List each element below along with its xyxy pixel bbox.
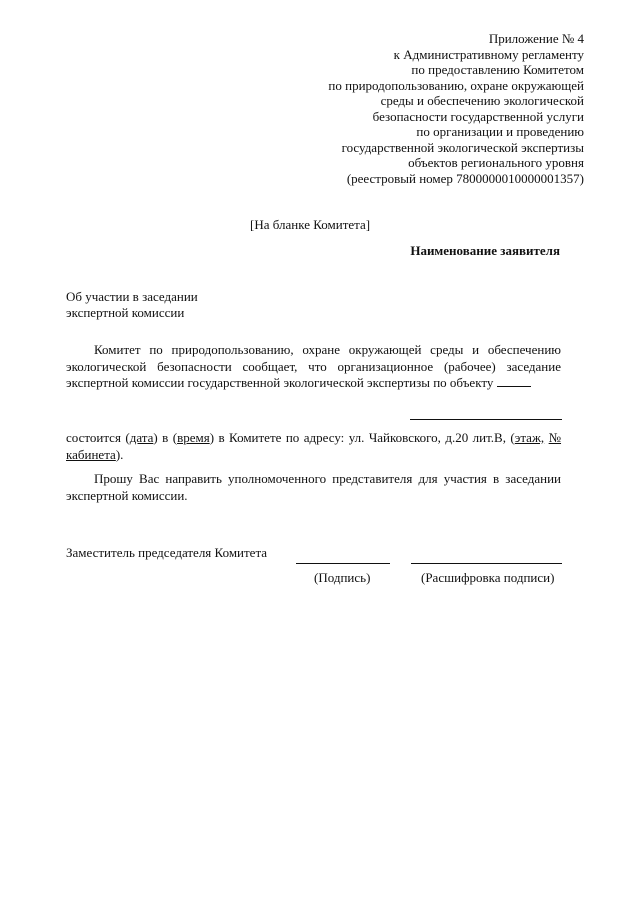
floor-placeholder: этаж, <box>514 430 545 445</box>
signer-title: Заместитель председателя Комитета <box>66 545 268 560</box>
appendix-line: государственной экологической экспертизы <box>341 139 584 155</box>
appendix-line: к Административному регламенту <box>393 46 584 62</box>
paragraph-meeting-details <box>66 430 561 463</box>
signature-caption: (Подпись) <box>314 570 371 585</box>
appendix-line: по организации и проведению <box>416 124 584 139</box>
appendix-line: (реестровый номер 7800000010000001357) <box>346 170 584 186</box>
text-fragment: ). <box>115 446 124 462</box>
object-fill-line-2 <box>410 419 562 420</box>
paragraph-meeting-notice <box>66 342 561 392</box>
signature-line <box>296 563 390 564</box>
appendix-line: Приложение № 4 <box>488 31 584 46</box>
letter-subject <box>66 289 198 321</box>
room-placeholder: № кабинета <box>66 430 562 462</box>
subject-line-1: Об участии в заседании <box>66 289 198 304</box>
date-placeholder: дата <box>129 430 154 445</box>
appendix-line: объектов регионального уровня <box>408 155 584 170</box>
text-fragment: ) в ( <box>153 430 178 445</box>
text-fragment: ) в Комитете по адресу: ул. Чайковского, д.20 лит.В, ( <box>209 430 515 445</box>
paragraph-text: Прошу Вас направить уполномоченного представителя для участия в заседании экспертной комиссии. <box>66 471 561 503</box>
appendix-line: среды и обеспечению экологической <box>380 93 584 108</box>
signature-decode-line <box>411 563 562 564</box>
time-placeholder: время <box>177 430 210 445</box>
letterhead-note: [На бланке Комитета] <box>250 217 371 232</box>
paragraph-text: Комитет по природопользованию, охране окружающей среды и обеспечению экологической безопасности сообщает, что организационное (рабочее) заседание экспертной комиссии государственной экологической экспертизы по объекту <box>66 342 561 390</box>
appendix-line: по предоставлению Комитетом <box>411 62 584 77</box>
text-fragment: состоится ( <box>66 430 130 445</box>
paragraph-request <box>66 471 561 504</box>
appendix-line: по природопользованию, охране окружающей <box>328 77 584 93</box>
applicant-name: Наименование заявителя <box>410 243 560 258</box>
appendix-line: безопасности государственной услуги <box>372 108 584 124</box>
subject-line-2: экспертной комиссии <box>66 305 185 320</box>
appendix-header <box>284 31 584 186</box>
signature-decode-caption: (Расшифровка подписи) <box>421 570 555 585</box>
object-fill-line <box>497 376 531 387</box>
